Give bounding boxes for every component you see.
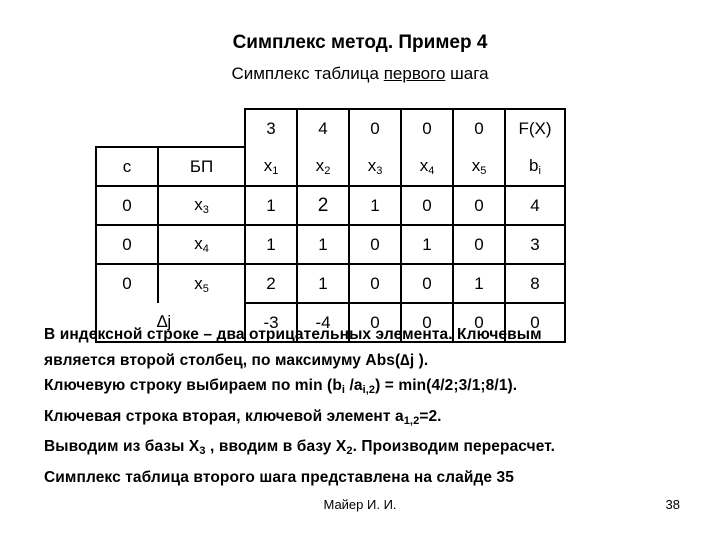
- empty-cell: [158, 109, 245, 147]
- coefficient-row: [96, 109, 565, 147]
- value-cell: 0: [401, 186, 453, 225]
- value-cell: 0: [349, 225, 401, 264]
- value-cell: 1: [401, 225, 453, 264]
- explanation-line: Симплекс таблица второго шага представлена на слайде 35: [44, 468, 514, 486]
- explanation-line: В индексной строке – два отрицательных элемента. Ключевым: [44, 326, 542, 343]
- var-header: $x_4$: [401, 147, 453, 186]
- explanation-line: Выводим из базы $X_3$ , вводим в базу $X_2$. Производим перерасчет.: [44, 438, 555, 457]
- value-cell: 1: [245, 225, 297, 264]
- delta-label: ∆j: [96, 303, 245, 342]
- c-header: c: [96, 147, 158, 186]
- row-c-cell: 0: [96, 225, 158, 264]
- subtitle-underlined-word: первого: [383, 64, 446, 83]
- row-c-cell: 0: [96, 264, 158, 303]
- value-cell: 1: [453, 264, 505, 303]
- table-row: [96, 264, 565, 303]
- simplex-table: [95, 108, 566, 343]
- row-basis-cell: $x_4$: [158, 225, 245, 264]
- value-cell: 1: [349, 186, 401, 225]
- basis-header: БП: [158, 147, 245, 186]
- coef-cell: 4: [297, 109, 349, 147]
- value-cell: 0: [401, 264, 453, 303]
- explanation-text: [44, 322, 694, 490]
- value-cell: 0: [453, 186, 505, 225]
- coef-cell: 0: [349, 109, 401, 147]
- delta-cell: -3: [245, 303, 297, 342]
- delta-cell: 0: [505, 303, 565, 342]
- delta-cell: -4: [297, 303, 349, 342]
- page-number: 38: [665, 497, 680, 512]
- rhs-cell: 8: [505, 264, 565, 303]
- value-cell: 1: [297, 264, 349, 303]
- row-basis-cell: $x_3$: [158, 186, 245, 225]
- coef-cell: 0: [401, 109, 453, 147]
- row-c-cell: 0: [96, 186, 158, 225]
- rhs-header: $b_i$: [505, 147, 565, 186]
- delta-cell: 0: [401, 303, 453, 342]
- value-cell: 1: [245, 186, 297, 225]
- rhs-cell: 3: [505, 225, 565, 264]
- explanation-line: Ключевая строка вторая, ключевой элемент $a_{1,2}=2$.: [44, 407, 442, 427]
- value-cell: 0: [349, 264, 401, 303]
- pivot-cell: 2: [297, 186, 349, 225]
- table-row: [96, 225, 565, 264]
- value-cell: 1: [297, 225, 349, 264]
- footer-author: Майер И. И.: [323, 497, 397, 512]
- var-header: $x_3$: [349, 147, 401, 186]
- empty-cell: [96, 109, 158, 147]
- value-cell: 0: [453, 225, 505, 264]
- explanation-line: является второй столбец, по максимуму Abs(∆j ).: [44, 351, 429, 369]
- objective-header-cell: F(X): [505, 109, 565, 147]
- delta-cell: 0: [349, 303, 401, 342]
- coef-cell: 0: [453, 109, 505, 147]
- table-row: [96, 186, 565, 225]
- rhs-cell: 4: [505, 186, 565, 225]
- coef-cell: 3: [245, 109, 297, 147]
- header-row: [96, 147, 565, 186]
- slide-title: Симплекс метод. Пример 4: [232, 32, 488, 53]
- table-subtitle: [0, 64, 720, 84]
- var-header: $x_2$: [297, 147, 349, 186]
- var-header: $x_1$: [245, 147, 297, 186]
- delta-cell: 0: [453, 303, 505, 342]
- var-header: $x_5$: [453, 147, 505, 186]
- explanation-line: Ключевую строку выбираем по $\min (b_i$ $/a_{i,2}$) = min(4/2;3/1;8/1).: [44, 377, 518, 396]
- subtitle-text-before: Симплекс таблица: [231, 64, 384, 83]
- value-cell: 2: [245, 264, 297, 303]
- row-basis-cell: $x_5$: [158, 264, 245, 303]
- subtitle-text-after: шага: [445, 64, 489, 83]
